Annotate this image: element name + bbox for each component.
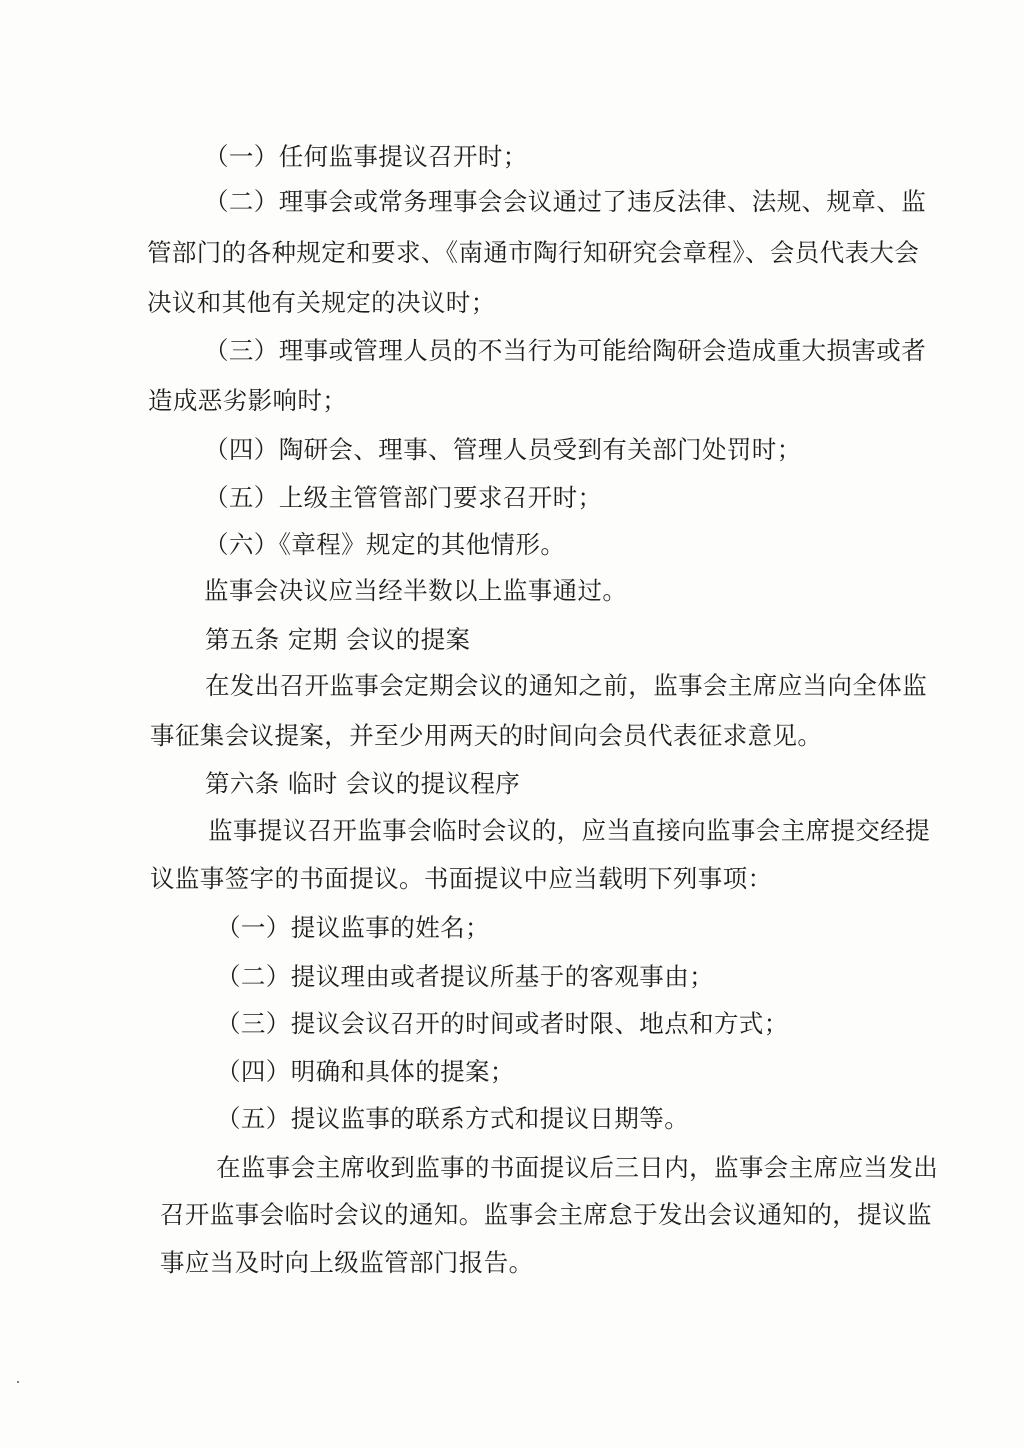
text-line: （四）陶研会、理事、管理人员受到有关部门处罚时；	[204, 435, 802, 464]
text-line: （一）提议监事的姓名；	[216, 913, 490, 942]
text-line: （一）任何监事提议召开时；	[204, 142, 528, 171]
scan-speck	[17, 1381, 19, 1383]
text-line: （三）理事或管理人员的不当行为可能给陶研会造成重大损害或者	[204, 336, 927, 365]
text-line: （六）《章程》规定的其他情形。	[204, 530, 566, 559]
text-line: （五）上级主管管部门要求召开时；	[204, 483, 603, 512]
text-line: 在监事会主席收到监事的书面提议后三日内，监事会主席应当发出	[216, 1153, 939, 1182]
text-line: （四）明确和具体的提案；	[216, 1057, 515, 1086]
text-line: （三）提议会议召开的时间或者时限、地点和方式；	[216, 1009, 789, 1038]
text-line: （五）提议监事的联系方式和提议日期等。	[216, 1104, 690, 1133]
text-line: 监事会决议应当经半数以上监事通过。	[204, 576, 628, 605]
text-line: 议监事签字的书面提议。书面提议中应当载明下列事项：	[150, 864, 773, 893]
text-line: （二）理事会或常务理事会会议通过了违反法律、法规、规章、监	[204, 187, 927, 216]
section-heading: 第五条 定期 会议的提案	[205, 625, 471, 654]
section-heading: 第六条 临时 会议的提议程序	[205, 769, 521, 798]
text-line: 在发出召开监事会定期会议的通知之前，监事会主席应当向全体监	[205, 671, 928, 700]
text-line: 召开监事会临时会议的通知。监事会主席怠于发出会议通知的，提议监	[160, 1200, 932, 1229]
text-line: 监事提议召开监事会临时会议的，应当直接向监事会主席提交经提	[208, 816, 931, 845]
text-line: （二）提议理由或者提议所基于的客观事由；	[216, 962, 714, 991]
text-line: 事应当及时向上级监管部门报告。	[160, 1248, 534, 1277]
text-line: 决议和其他有关规定的决议时；	[147, 288, 496, 317]
text-line: 管部门的各种规定和要求、《南通市陶行知研究会章程》、会员代表大会	[147, 238, 920, 267]
text-line: 事征集会议提案，并至少用两天的时间向会员代表征求意见。	[150, 721, 823, 750]
text-line: 造成恶劣影响时；	[148, 386, 348, 415]
